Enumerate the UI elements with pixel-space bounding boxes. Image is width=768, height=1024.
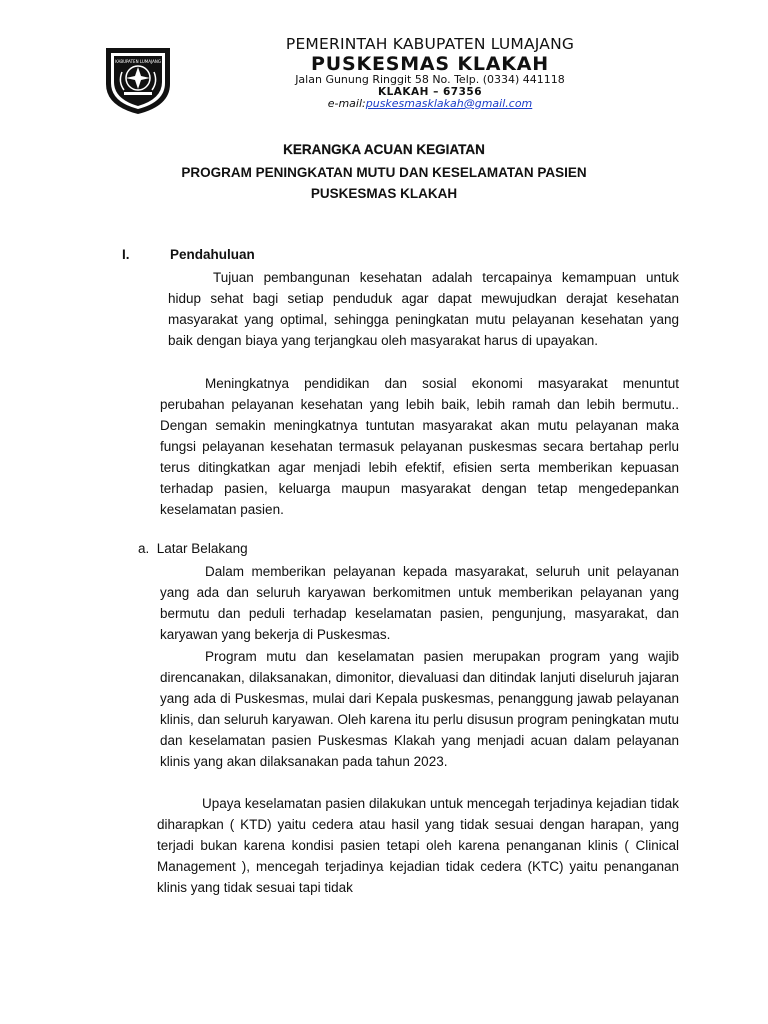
paragraph xyxy=(160,561,679,645)
paragraph-text: Dalam memberikan pelayanan kepada masyarakat, seluruh unit pelayanan yang ada dan seluruh karyawan berkomitmen untuk memberikan pelayanan yang bermutu dan peduli terhadap keselamatan pasien, pengunjung, masyarakat, dan karyawan yang bekerja di Puskesmas. xyxy=(160,564,679,642)
document-title-line2: PROGRAM PENINGKATAN MUTU DAN KESELAMATAN PASIEN xyxy=(181,165,587,180)
email-link[interactable]: puskesmasklakah@gmail.com xyxy=(365,97,533,110)
paragraph xyxy=(157,793,679,898)
document-title-line1: KERANGKA ACUAN KEGIATAN xyxy=(283,142,485,157)
section-heading: Pendahuluan xyxy=(170,247,255,262)
paragraph-text: Tujuan pembangunan kesehatan adalah tercapainya kemampuan untuk hidup sehat bagi setiap penduduk agar dapat mewujudkan derajat kesehatan masyarakat yang optimal, sehingga peningkatan mutu pelayanan kesehatan yang baik dengan biaya yang terjangkau oleh masyarakat harus di upayakan. xyxy=(168,270,679,348)
email-label: e-mail: xyxy=(327,97,366,110)
letterhead-email-line xyxy=(180,97,680,110)
paragraph-text: Meningkatnya pendidikan dan sosial ekonomi masyarakat menuntut perubahan pelayanan kesehatan yang lebih baik, lebih ramah dan lebih bermutu.. Dengan semakin meningkatnya tuntutan masyarakat akan mutu pelayanan maka fungsi pelayanan kesehatan termasuk pelayanan puskesmas secara bertahap perlu terus ditingkatkan agar menjadi lebih efektif, efisien serta memberikan kepuasan terhadap pasien, keluarga maupun masyarakat dengan tetap mengedepankan keselamatan pasien. xyxy=(160,376,679,517)
lumajang-regency-emblem-icon xyxy=(104,44,172,116)
logo-text: KABUPATEN LUMAJANG xyxy=(115,59,161,64)
letterhead-government: PEMERINTAH KABUPATEN LUMAJANG xyxy=(285,35,575,53)
subsection-label: a. xyxy=(138,541,150,556)
letterhead-institution: PUSKESMAS KLAKAH xyxy=(311,53,549,75)
letterhead-address: Jalan Gunung Ringgit 58 No. Telp. (0334) 441118 xyxy=(295,73,565,86)
paragraph xyxy=(160,373,679,520)
document-title-line3: PUSKESMAS KLAKAH xyxy=(310,186,458,201)
subsection-heading xyxy=(138,541,248,556)
paragraph xyxy=(160,646,679,772)
letterhead-city: KLAKAH – 67356 xyxy=(377,86,483,98)
paragraph-text: Program mutu dan keselamatan pasien merupakan program yang wajib direncanakan, dilaksanakan, dimonitor, dievaluasi dan ditindak lanjuti diseluruh jajaran yang ada di Puskesmas, mulai dari Kepala puskesmas, penanggung jawab pelayanan klinis, dan seluruh karyawan. Oleh karena itu perlu disusun program peningkatan mutu dan keselamatan pasien Puskesmas Klakah yang menjadi acuan dalam pelayanan klinis yang akan dilaksanakan pada tahun 2023. xyxy=(160,649,679,769)
paragraph-text: Upaya keselamatan pasien dilakukan untuk mencegah terjadinya kejadian tidak diharapkan ( KTD) yaitu cedera atau hasil yang tidak sesuai dengan harapan, yang terjadi bukan karena kondisi pasien tetapi oleh karena penanganan klinis ( Clinical Management ), mencegah terjadinya kejadian tidak cedera (KTC) yaitu penanganan klinis yang tidak sesuai tapi tidak xyxy=(157,796,679,895)
paragraph xyxy=(168,267,679,351)
subsection-title: Latar Belakang xyxy=(156,541,248,556)
section-number: I. xyxy=(122,247,130,262)
